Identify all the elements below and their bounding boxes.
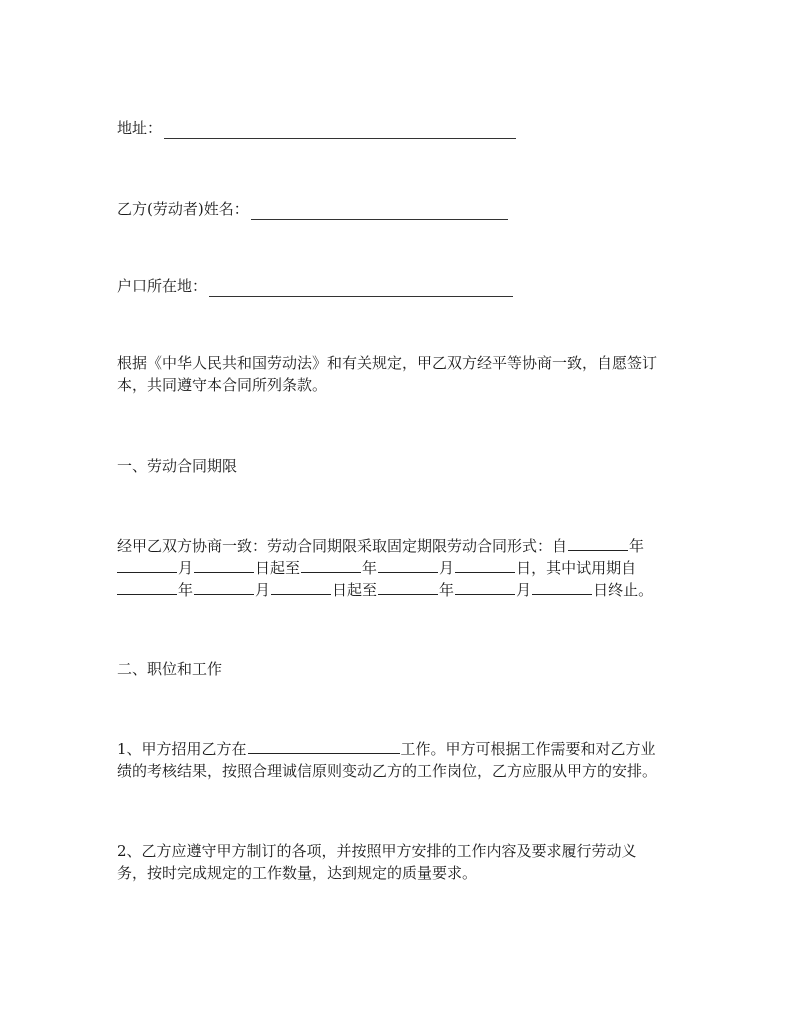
address-blank-line[interactable] [164,124,516,139]
section-1-line-3 [117,579,687,601]
probation-end-day-blank[interactable] [532,579,592,595]
year-text: 年 [439,581,455,599]
item-2-line-1: 2、乙方应遵守甲方制订的各项，并按照甲方安排的工作内容及要求履行劳动义 [117,842,637,860]
item-1-suffix: 工作。甲方可根据工作需要和对乙方业 [400,740,656,758]
probation-start-year-blank[interactable] [117,579,177,595]
section-1-heading: 一、劳动合同期限 [117,457,238,475]
year-text: 年 [629,537,645,555]
address-label: 地址： [117,119,163,137]
item-2-line-2: 务，按时完成规定的工作数量，达到规定的质量要求。 [117,864,478,882]
probation-start-day-blank[interactable] [271,579,331,595]
end-year-blank[interactable] [301,557,361,573]
worker-name-label: 乙方(劳动者)姓名： [117,200,249,218]
month-text: 月 [439,559,455,577]
section-1-paragraph [117,535,687,601]
end-day-blank[interactable] [455,557,515,573]
term-intro-text: 经甲乙双方协商一致：劳动合同期限采取固定期限劳动合同形式：自 [117,537,568,555]
hukou-blank-line[interactable] [209,282,513,297]
intro-line-1: 根据《中华人民共和国劳动法》和有关规定，甲乙双方经平等协商一致，自愿签订 [117,354,658,372]
month-text: 月 [178,559,194,577]
section-2-heading: 二、职位和工作 [117,660,223,678]
section-2-item-1 [117,738,687,782]
probation-end-year-blank[interactable] [378,579,438,595]
section-1-line-1 [117,535,687,557]
probation-end-month-blank[interactable] [455,579,515,595]
hukou-row [117,275,687,297]
month-text: 月 [516,581,532,599]
item-1-line-2: 绩的考核结果，按照合理诚信原则变动乙方的工作岗位，乙方应服从甲方的安排。 [117,762,658,780]
worker-name-blank-line[interactable] [251,205,508,220]
day-end-text: 日终止。 [593,581,654,599]
day-comma-text: 日，其中试用期自 [516,559,637,577]
start-year-blank[interactable] [568,535,628,551]
address-row [117,117,687,139]
intro-paragraph [117,352,687,396]
start-month-blank[interactable] [117,557,177,573]
worker-name-row [117,198,687,220]
item-1-line-1 [117,738,687,760]
position-blank[interactable] [248,738,400,754]
hukou-label: 户口所在地： [117,277,208,295]
probation-start-month-blank[interactable] [194,579,254,595]
end-month-blank[interactable] [378,557,438,573]
item-1-prefix: 1、甲方招用乙方在 [117,740,247,758]
year-text: 年 [362,559,378,577]
section-2-item-2 [117,840,687,884]
section-1-line-2 [117,557,687,579]
year-text: 年 [178,581,194,599]
month-text: 月 [255,581,271,599]
day-from-text: 日起至 [255,559,301,577]
start-day-blank[interactable] [194,557,254,573]
intro-line-2: 本，共同遵守本合同所列条款。 [117,376,328,394]
day-from-text: 日起至 [332,581,378,599]
